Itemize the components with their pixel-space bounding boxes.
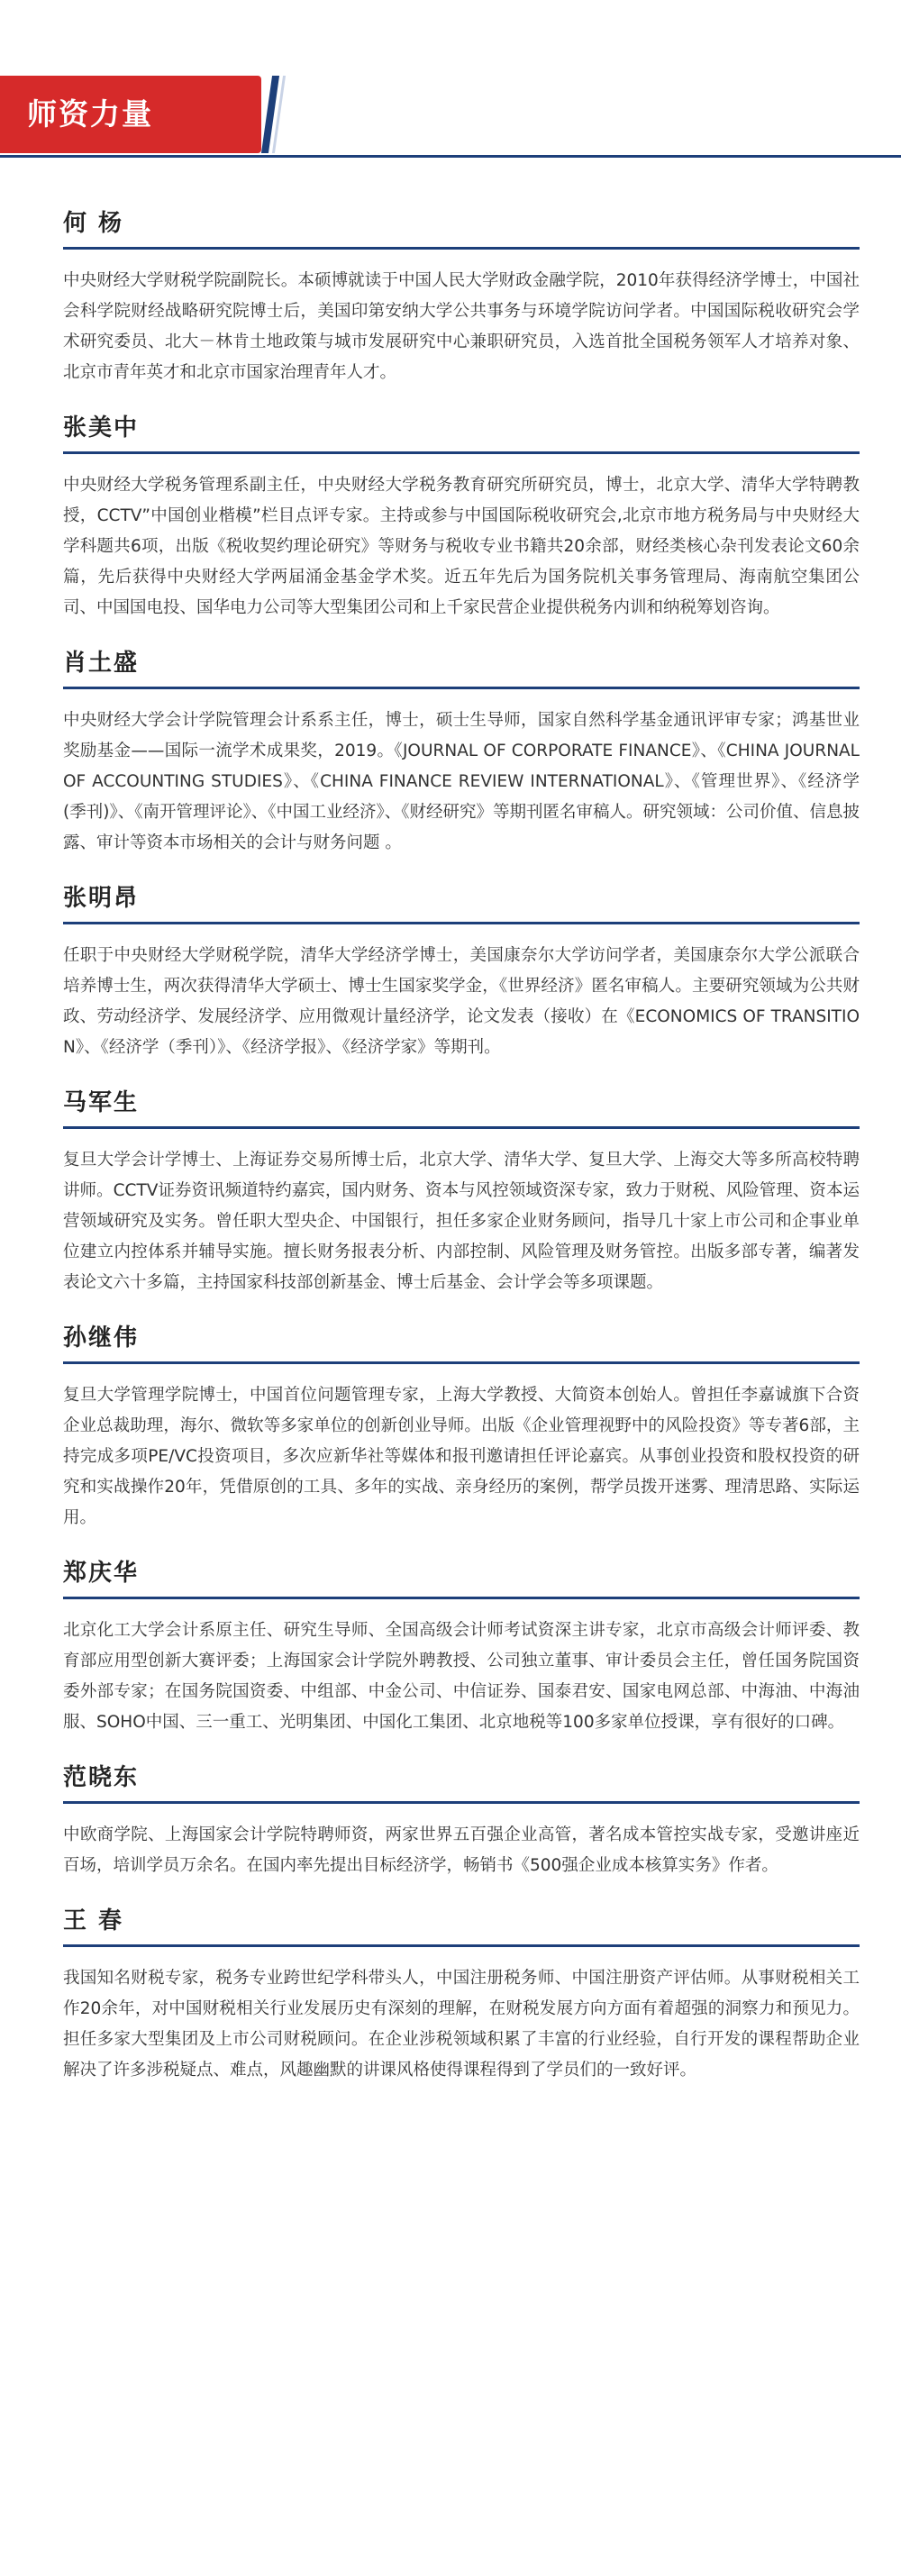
name-divider [63, 247, 860, 250]
faculty-name: 王 春 [63, 1907, 124, 1934]
name-divider [63, 1944, 860, 1947]
faculty-list [63, 204, 860, 2106]
faculty-entry [63, 1318, 860, 1534]
faculty-name: 马军生 [63, 1089, 140, 1116]
faculty-bio: 任职于中央财经大学财税学院，清华大学经济学博士，美国康奈尔大学访问学者，美国康奈尔大学公派联合培养博士生，两次获得清华大学硕士、博士生国家奖学金，《世界经济》匿名审稿人。主要研究领域为公共财政、劳动经济学、发展经济学、应用微观计量经济学，论文发表（接收）在《ECONOMICS OF TRANSITION》、《经济学（季刊）》、《经济学报》、《经济学家》等期刊。 [63, 946, 860, 1057]
faculty-entry [63, 1901, 860, 2086]
faculty-name: 张明昂 [63, 885, 140, 912]
name-divider [63, 687, 860, 689]
faculty-bio: 中央财经大学财税学院副院长。本硕博就读于中国人民大学财政金融学院，2010年获得经济学博士，中国社会科学院财经战略研究院博士后，美国印第安纳大学公共事务与环境学院访问学者。中国国际税收研究会学术研究委员、北大－林肯土地政策与城市发展研究中心兼职研究员，入选首批全国税务领军人才培养对象、北京市青年英才和北京市国家治理青年人才。 [63, 271, 860, 382]
faculty-name: 肖土盛 [63, 650, 140, 677]
faculty-name: 郑庆华 [63, 1560, 140, 1587]
name-divider [63, 1597, 860, 1599]
faculty-entry [63, 643, 860, 859]
section-banner [0, 76, 261, 153]
faculty-entry [63, 1758, 860, 1881]
header-rule [0, 155, 901, 158]
faculty-entry [63, 204, 860, 388]
faculty-bio: 北京化工大学会计系原主任、研究生导师、全国高级会计师考试资深主讲专家，北京市高级会计师评委、教育部应用型创新大赛评委；上海国家会计学院外聘教授、公司独立董事、审计委员会主任，曾任国务院国资委外部专家；在国务院国资委、中组部、中金公司、中信证券、国泰君安、国家电网总部、中海油、中海油服、SOHO中国、三一重工、光明集团、中国化工集团、北京地税等100多家单位授课，享有很好的口碑。 [63, 1621, 860, 1732]
faculty-bio: 中央财经大学会计学院管理会计系系主任，博士，硕士生导师，国家自然科学基金通讯评审专家；鸿基世业奖励基金——国际一流学术成果奖，2019。《JOURNAL OF CORPORATE FINANCE》、《CHINA JOURNAL OF ACCOUNTING STUDIES》、《CHINA FINANCE REVIEW INTERNATIONAL》、《管理世界》、《经济学(季刊)》、《南开管理评论》、《中国工业经济》、《财经研究》等期刊匿名审稿人。研究领域：公司价值、信息披露、审计等资本市场相关的会计与财务问题 。 [63, 711, 860, 852]
name-divider [63, 451, 860, 454]
faculty-entry [63, 1083, 860, 1298]
faculty-bio: 复旦大学管理学院博士，中国首位问题管理专家，上海大学教授、大简资本创始人。曾担任李嘉诚旗下合资企业总裁助理，海尔、微软等多家单位的创新创业导师。出版《企业管理视野中的风险投资》等专著6部，主持完成多项PE/VC投资项目，多次应新华社等媒体和报刊邀请担任评论嘉宾。从事创业投资和股权投资的研究和实战操作20年，凭借原创的工具、多年的实战、亲身经历的案例，帮学员拨开迷雾、理清思路、实际运用。 [63, 1386, 860, 1527]
faculty-name: 范晓东 [63, 1764, 140, 1791]
name-divider [63, 1126, 860, 1129]
name-divider [63, 1801, 860, 1804]
faculty-bio: 我国知名财税专家，税务专业跨世纪学科带头人，中国注册税务师、中国注册资产评估师。从事财税相关工作20余年，对中国财税相关行业发展历史有深刻的理解，在财税发展方向方面有着超强的洞察力和预见力。担任多家大型集团及上市公司财税顾问。在企业涉税领域积累了丰富的行业经验，自行开发的课程帮助企业解决了许多涉税疑点、难点，风趣幽默的讲课风格使得课程得到了学员们的一致好评。 [63, 1969, 860, 2080]
faculty-entry [63, 408, 860, 624]
name-divider [63, 1361, 860, 1364]
faculty-bio: 中央财经大学税务管理系副主任，中央财经大学税务教育研究所研究员，博士，北京大学、清华大学特聘教授，CCTV”中国创业楷模”栏目点评专家。主持或参与中国国际税收研究会,北京市地方税务局与中央财经大学科题共6项，出版《税收契约理论研究》等财务与税收专业书籍共20余部，财经类核心杂刊发表论文60余篇，先后获得中央财经大学两届涌金基金学术奖。近五年先后为国务院机关事务管理局、海南航空集团公司、中国国电投、国华电力公司等大型集团公司和上千家民营企业提供税务内训和纳税筹划咨询。 [63, 476, 860, 617]
faculty-entry [63, 878, 860, 1063]
faculty-name: 张美中 [63, 414, 140, 441]
faculty-bio: 复旦大学会计学博士、上海证券交易所博士后，北京大学、清华大学、复旦大学、上海交大等多所高校特聘讲师。CCTV证券资讯频道特约嘉宾，国内财务、资本与风控领域资深专家，致力于财税、风险管理、资本运营领域研究及实务。曾任职大型央企、中国银行，担任多家企业财务顾问，指导几十家上市公司和企事业单位建立内控体系并辅导实施。擅长财务报表分析、内部控制、风险管理及财务管控。出版多部专著，编著发表论文六十多篇，主持国家科技部创新基金、博士后基金、会计学会等多项课题。 [63, 1151, 860, 1292]
faculty-bio: 中欧商学院、上海国家会计学院特聘师资，两家世界五百强企业高管，著名成本管控实战专家，受邀讲座近百场，培训学员万余名。在国内率先提出目标经济学，畅销书《500强企业成本核算实务》作者。 [63, 1825, 860, 1875]
faculty-name: 何 杨 [63, 210, 124, 237]
faculty-entry [63, 1553, 860, 1738]
section-title: 师资力量 [27, 96, 153, 132]
faculty-name: 孙继伟 [63, 1324, 140, 1352]
section-header [0, 0, 901, 189]
name-divider [63, 922, 860, 924]
